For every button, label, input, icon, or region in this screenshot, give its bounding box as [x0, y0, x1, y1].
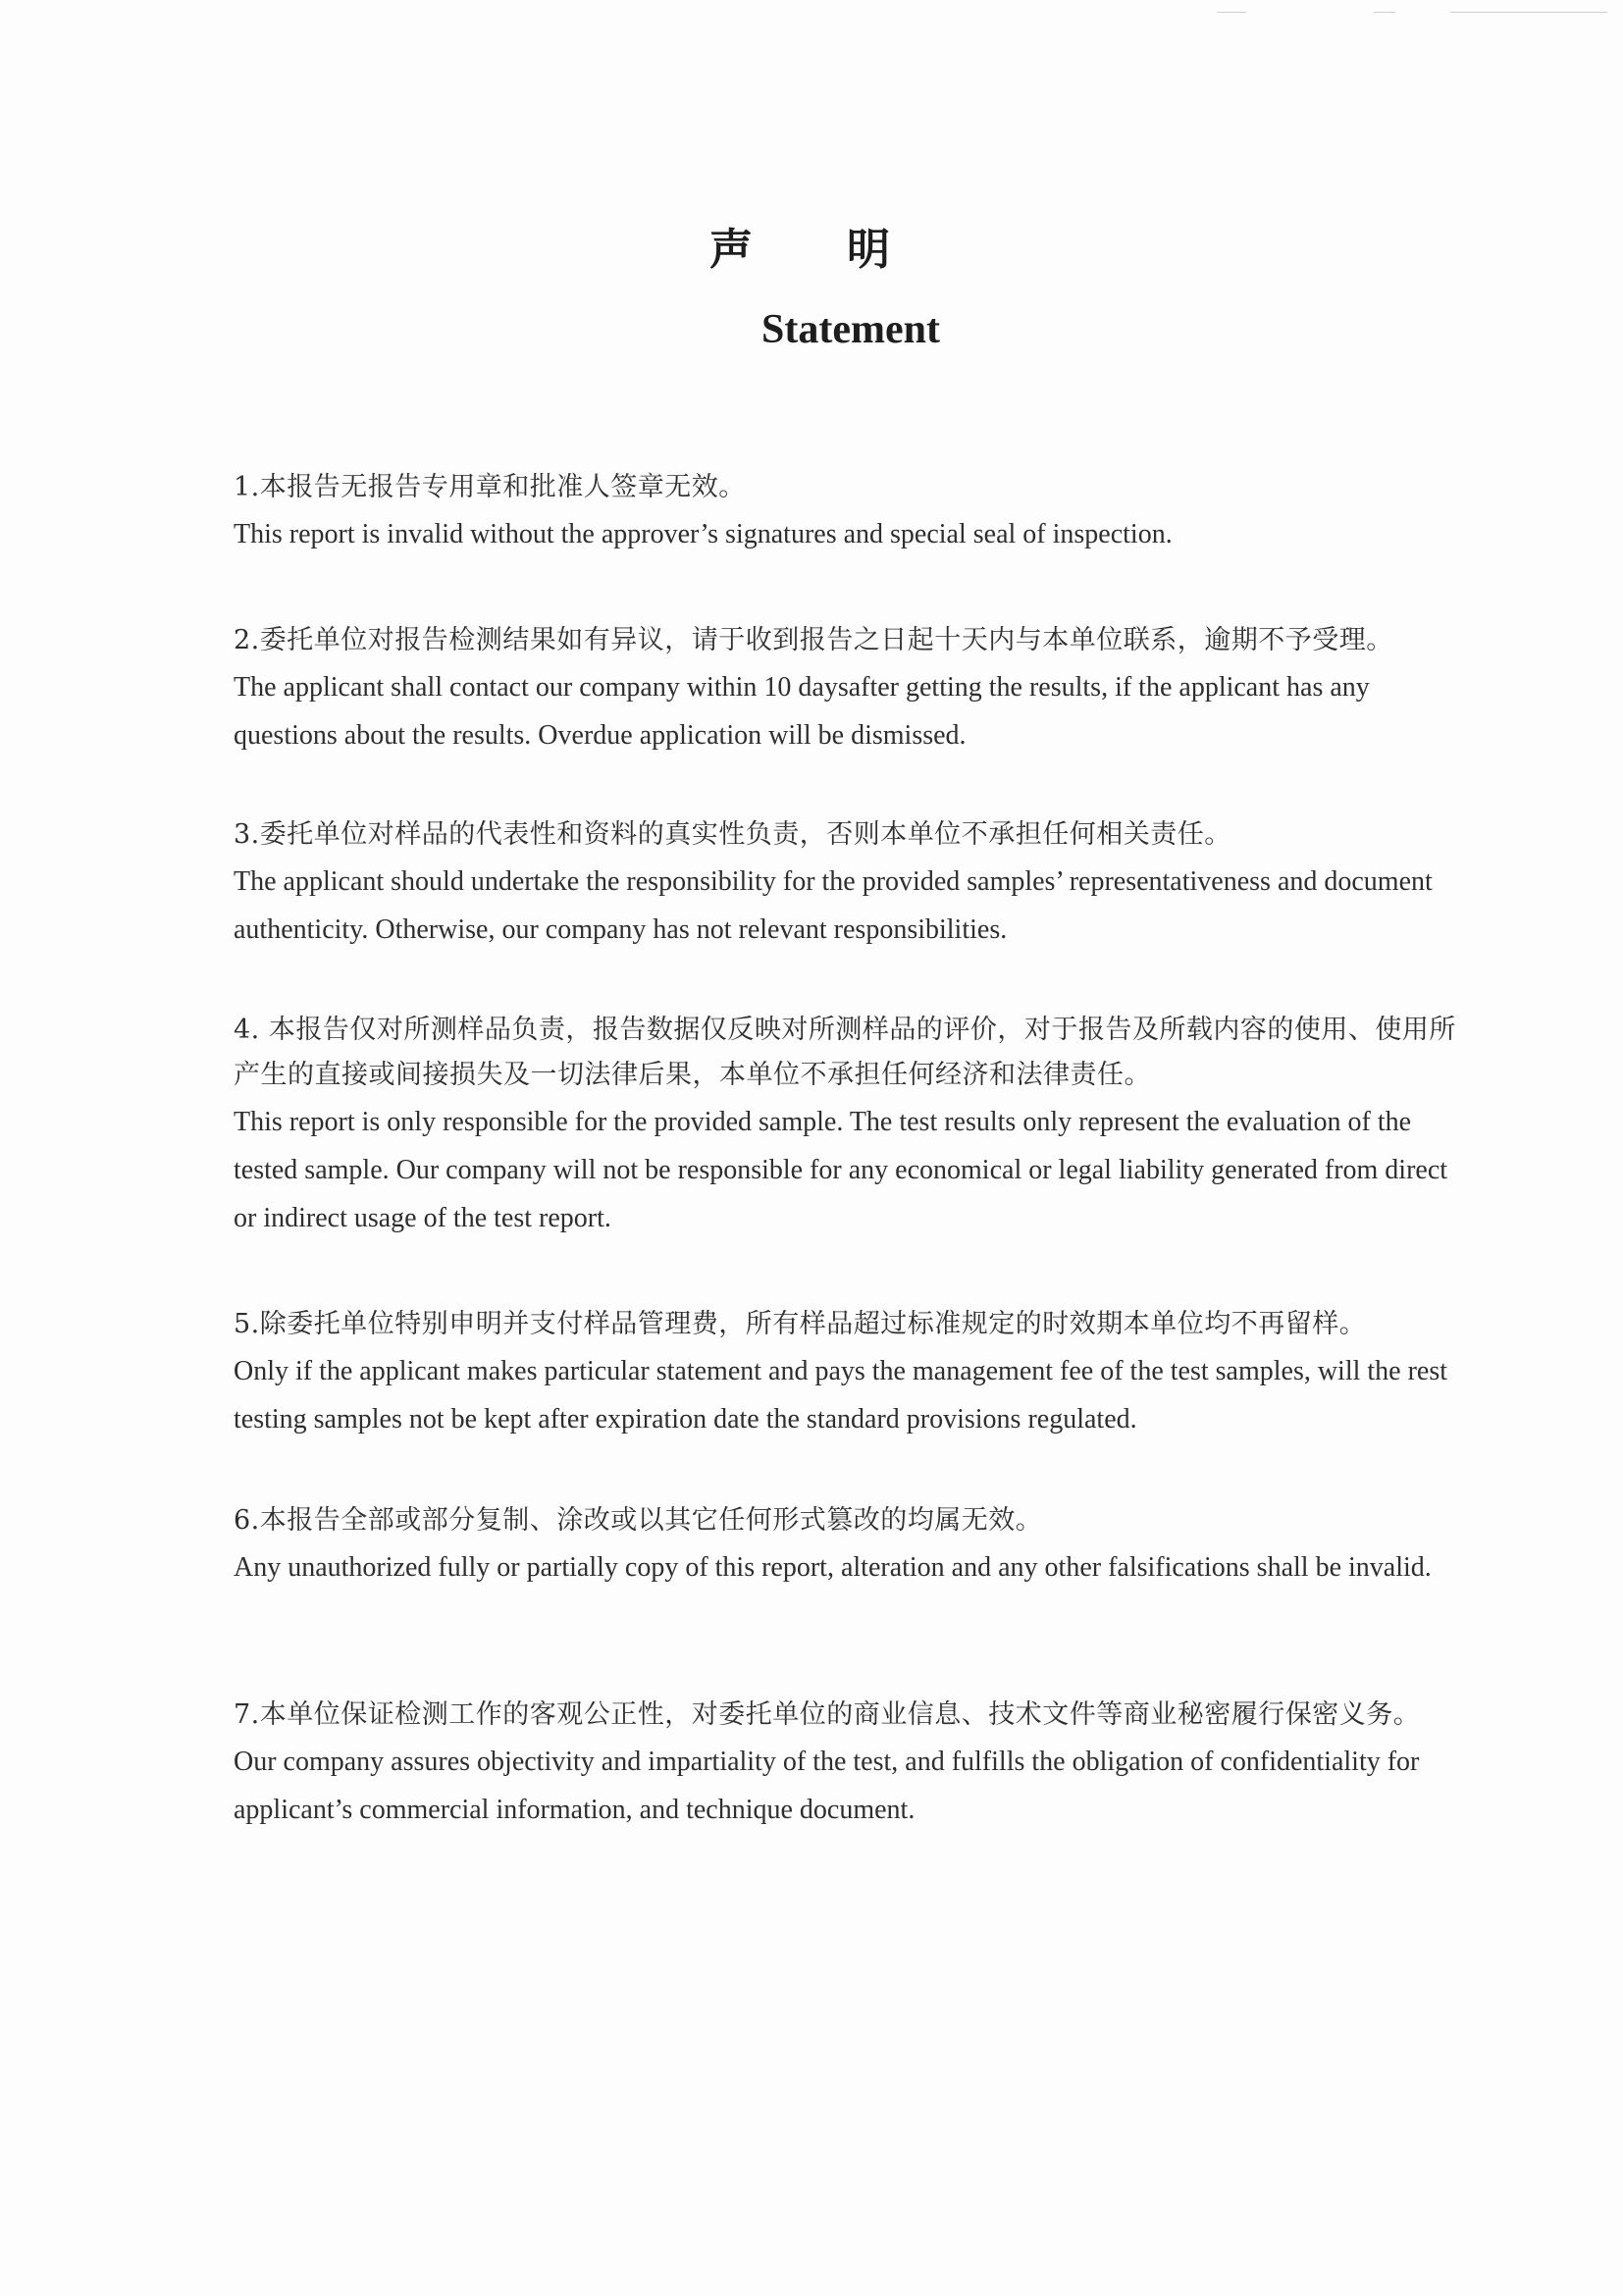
- page-title-chinese: 声明: [709, 225, 984, 275]
- clause-english-text: This report is invalid without the approver’s signatures and special seal of inspection.: [234, 519, 1173, 549]
- clause-english-text: Our company assures objectivity and impartiality of the test, and fulfills the obligation of confidentiality for applicant’s commercial information, and technique document.: [234, 1747, 1420, 1825]
- statement-clause-2: [234, 618, 1472, 759]
- statement-clause-4: [234, 1008, 1472, 1242]
- statement-clause-1: [234, 465, 1472, 558]
- clause-chinese-text: 2.委托单位对报告检测结果如有异议，请于收到报告之日起十天内与本单位联系，逾期不予受理。: [234, 625, 1393, 655]
- statement-clause-3: [234, 812, 1472, 954]
- statement-clause-5: [234, 1302, 1472, 1443]
- clause-english-text: The applicant should undertake the responsibility for the provided samples’ representativeness and document authenticity. Otherwise, our company has not relevant responsibilities.: [234, 866, 1433, 945]
- clause-english-text: Any unauthorized fully or partially copy of this report, alteration and any other falsifications shall be invalid.: [234, 1552, 1432, 1583]
- page-title-english: Statement: [761, 307, 940, 352]
- clause-english-text: This report is only responsible for the provided sample. The test results only represent the evaluation of the tested sample. Our company will not be responsible for any economical or legal liability generated from direct or indirect usage of the test report.: [234, 1107, 1448, 1233]
- clause-chinese-text: 7.本单位保证检测工作的客观公正性，对委托单位的商业信息、技术文件等商业秘密履行保密义务。: [234, 1699, 1421, 1730]
- clause-chinese-text: 5.除委托单位特别申明并支付样品管理费，所有样品超过标准规定的时效期本单位均不再留样。: [234, 1309, 1367, 1339]
- clause-chinese-text: 3.委托单位对样品的代表性和资料的真实性负责，否则本单位不承担任何相关责任。: [234, 819, 1231, 850]
- clause-english-text: The applicant shall contact our company within 10 daysafter getting the results, if the applicant has any questions about the results. Overdue application will be dismissed.: [234, 672, 1370, 751]
- scan-mark: [1217, 12, 1246, 13]
- scan-mark: [1374, 12, 1395, 13]
- clause-english-text: Only if the applicant makes particular statement and pays the management fee of the test samples, will the rest testing samples not be kept after expiration date the standard provisions regulated.: [234, 1356, 1448, 1435]
- statement-clause-7: [234, 1693, 1472, 1834]
- clause-chinese-text: 4. 本报告仅对所测样品负责，报告数据仅反映对所测样品的评价，对于报告及所载内容的使用、使用所产生的直接或间接损失及一切法律后果，本单位不承担任何经济和法律责任。: [234, 1015, 1456, 1090]
- clause-chinese-text: 1.本报告无报告专用章和批准人签章无效。: [234, 472, 746, 502]
- scan-mark: [1450, 12, 1607, 13]
- clause-chinese-text: 6.本报告全部或部分复制、涂改或以其它任何形式篡改的均属无效。: [234, 1505, 1043, 1536]
- statement-clause-6: [234, 1498, 1472, 1592]
